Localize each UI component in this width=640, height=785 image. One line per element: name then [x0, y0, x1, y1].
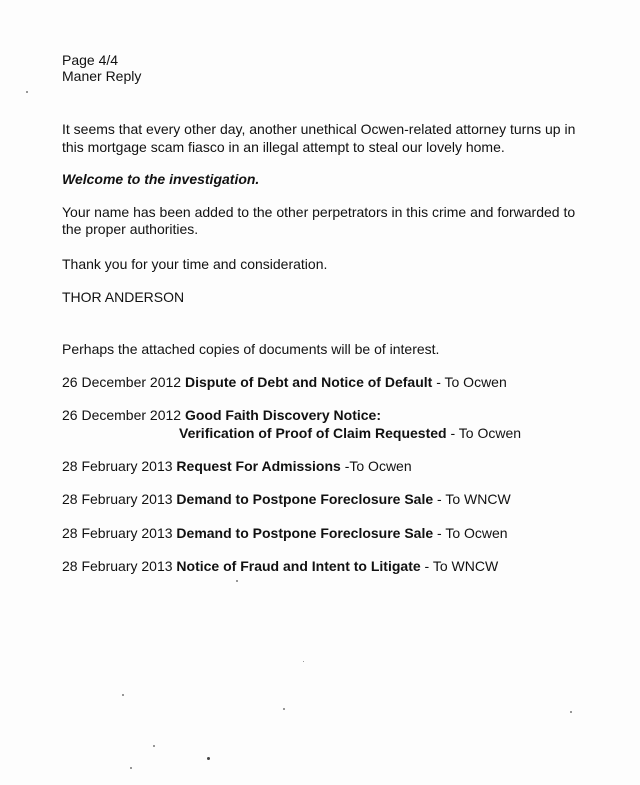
document-recipient: - To Ocwen — [446, 425, 522, 441]
paragraph-2-line-2: the proper authorities. — [62, 221, 199, 237]
document-date: 28 February 2013 — [62, 525, 173, 541]
attachments-intro: Perhaps the attached copies of documents will be of interest. — [62, 341, 440, 357]
letter-subject: Maner Reply — [62, 68, 142, 84]
thanks-line: Thank you for your time and consideration. — [62, 256, 328, 272]
scan-speck — [153, 745, 155, 747]
document-recipient: - To WNCW — [433, 491, 511, 507]
document-item — [62, 525, 508, 542]
document-item — [62, 458, 412, 475]
scan-speck — [283, 708, 285, 710]
scan-speck — [303, 661, 304, 662]
scan-speck — [570, 711, 572, 713]
document-title-line-2: Verification of Proof of Claim Requested — [179, 425, 447, 441]
document-date: 28 February 2013 — [62, 491, 173, 507]
document-title: Notice of Fraud and Intent to Litigate — [176, 558, 421, 574]
page-label: Page 4/4 — [62, 52, 119, 68]
document-title: Request For Admissions — [176, 458, 341, 474]
document-title: Demand to Postpone Foreclosure Sale — [176, 525, 434, 541]
document-item — [62, 374, 507, 391]
scan-speck — [26, 91, 28, 93]
document-item — [62, 558, 498, 575]
scan-speck — [236, 580, 238, 582]
paragraph-2-line-1: Your name has been added to the other perpetrators in this crime and forwarded to — [62, 204, 576, 220]
document-date: 28 February 2013 — [62, 458, 173, 474]
document-date: 26 December 2012 — [62, 407, 182, 423]
document-recipient: - To Ocwen — [432, 374, 507, 390]
signature-name: THOR ANDERSON — [62, 289, 185, 305]
document-title: Dispute of Debt and Notice of Default — [184, 374, 433, 390]
welcome-heading: Welcome to the investigation. — [62, 171, 260, 187]
paragraph-1-line-2: this mortgage scam fiasco in an illegal attempt to steal our lovely home. — [62, 139, 505, 155]
document-item-continuation — [179, 425, 521, 442]
document-title: Demand to Postpone Foreclosure Sale — [176, 491, 434, 507]
scan-speck — [122, 694, 124, 696]
paragraph-1-line-1: It seems that every other day, another unethical Ocwen-related attorney turns up in — [62, 121, 576, 137]
scan-speck — [130, 767, 132, 769]
document-item — [62, 407, 381, 424]
document-recipient: - To Ocwen — [433, 525, 508, 541]
document-recipient: - To WNCW — [420, 558, 499, 574]
document-date: 28 February 2013 — [62, 558, 173, 574]
document-title: Good Faith Discovery Notice: — [184, 407, 382, 423]
document-recipient: -To Ocwen — [340, 458, 412, 474]
document-item — [62, 491, 511, 508]
scan-speck — [207, 757, 210, 760]
document-date: 26 December 2012 — [62, 374, 182, 390]
